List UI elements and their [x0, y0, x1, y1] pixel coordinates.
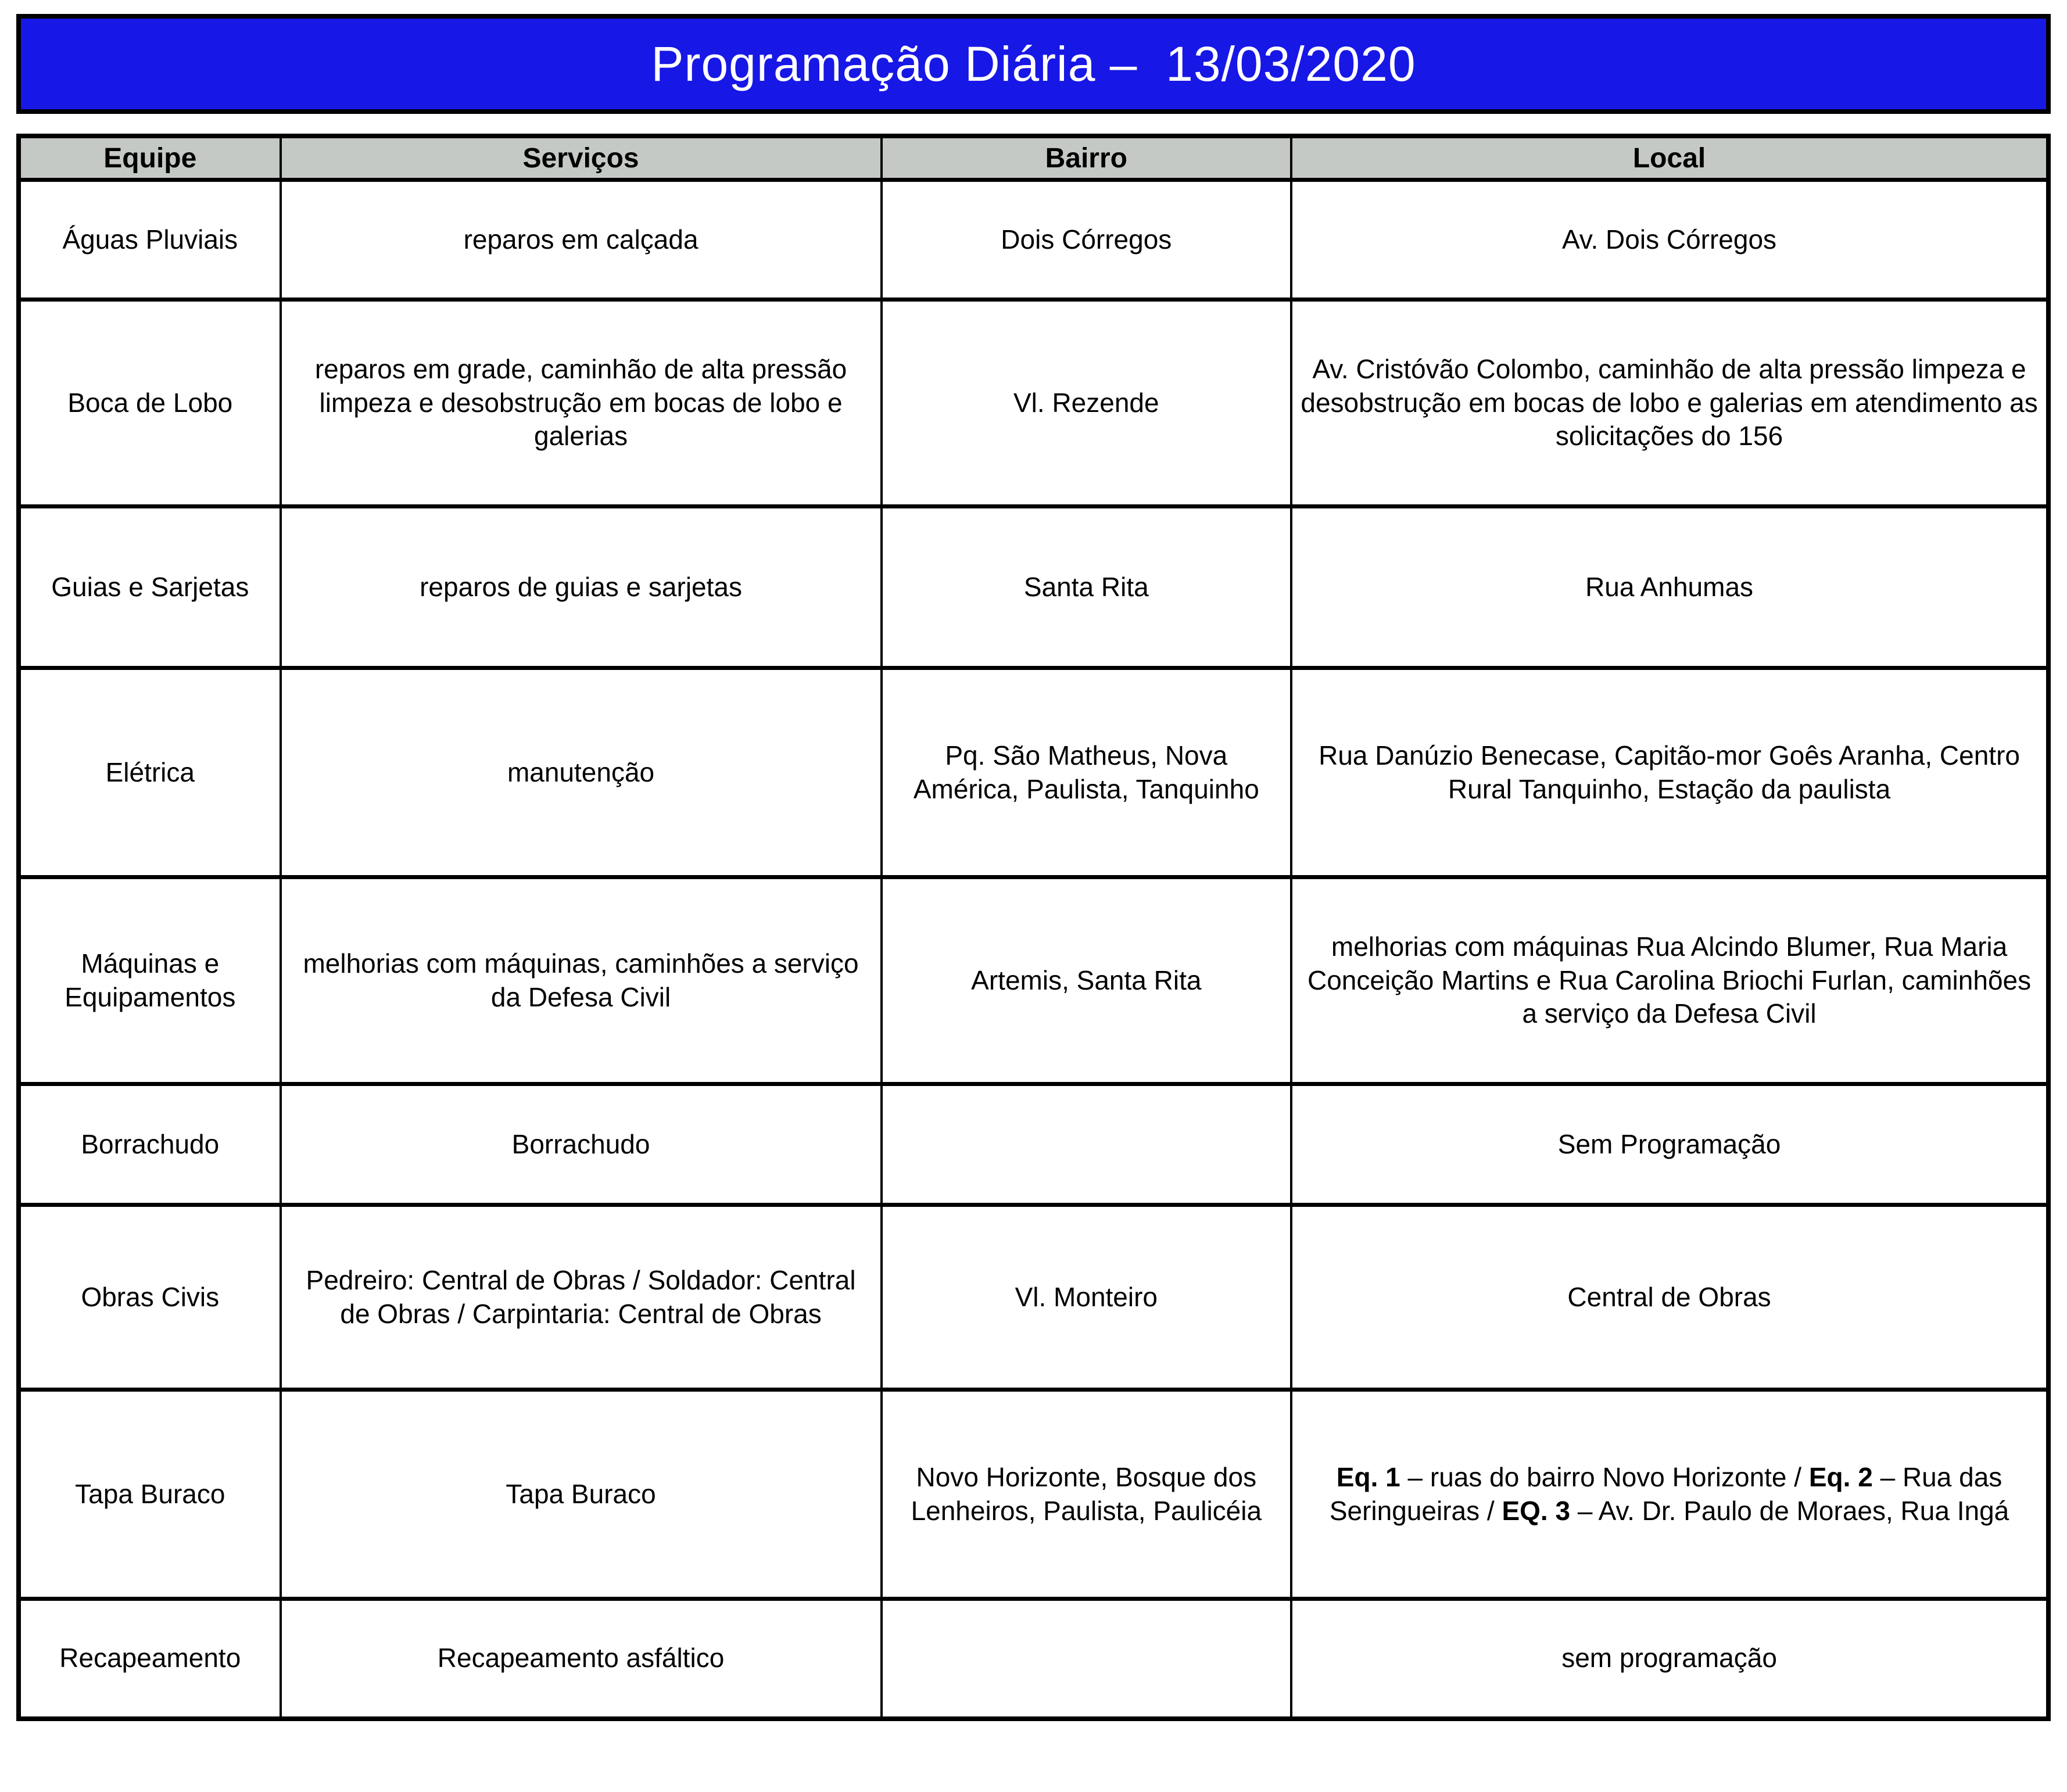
cell-bairro: Pq. São Matheus, Nova América, Paulista, Tanquinho — [882, 668, 1292, 877]
cell-servicos: Pedreiro: Central de Obras / Soldador: Central de Obras / Carpintaria: Central de Obras — [281, 1205, 882, 1390]
cell-equipe: Boca de Lobo — [19, 300, 281, 507]
column-header-bairro: Bairro — [882, 136, 1292, 180]
cell-equipe: Borrachudo — [19, 1084, 281, 1205]
cell-servicos: reparos em calçada — [281, 180, 882, 300]
cell-servicos: reparos de guias e sarjetas — [281, 507, 882, 668]
cell-servicos: Recapeamento asfáltico — [281, 1599, 882, 1719]
cell-local: Sem Programação — [1291, 1084, 2048, 1205]
cell-equipe: Tapa Buraco — [19, 1390, 281, 1599]
cell-equipe: Recapeamento — [19, 1599, 281, 1719]
cell-local: Eq. 1 – ruas do bairro Novo Horizonte / Eq. 2 – Rua das Seringueiras / EQ. 3 – Av. Dr. Paulo de Moraes, Rua Ingá — [1291, 1390, 2048, 1599]
header-row — [19, 136, 2048, 180]
table-row — [19, 1084, 2048, 1205]
cell-equipe: Elétrica — [19, 668, 281, 877]
cell-bairro: Novo Horizonte, Bosque dos Lenheiros, Paulista, Paulicéia — [882, 1390, 1292, 1599]
table-row — [19, 877, 2048, 1084]
cell-servicos: Borrachudo — [281, 1084, 882, 1205]
table-row — [19, 300, 2048, 507]
table-row — [19, 507, 2048, 668]
table-row — [19, 1205, 2048, 1390]
table-row — [19, 180, 2048, 300]
cell-bairro — [882, 1084, 1292, 1205]
cell-bairro: Artemis, Santa Rita — [882, 877, 1292, 1084]
column-header-servicos: Serviços — [281, 136, 882, 180]
cell-equipe: Máquinas e Equipamentos — [19, 877, 281, 1084]
cell-bairro: Dois Córregos — [882, 180, 1292, 300]
cell-local: melhorias com máquinas Rua Alcindo Blumer, Rua Maria Conceição Martins e Rua Carolina Briochi Furlan, caminhões a serviço da Defesa Civil — [1291, 877, 2048, 1084]
cell-local: Av. Dois Córregos — [1291, 180, 2048, 300]
cell-local: Rua Anhumas — [1291, 507, 2048, 668]
cell-equipe: Guias e Sarjetas — [19, 507, 281, 668]
cell-local: sem programação — [1291, 1599, 2048, 1719]
column-header-equipe: Equipe — [19, 136, 281, 180]
cell-bairro: Vl. Monteiro — [882, 1205, 1292, 1390]
table-row — [19, 1599, 2048, 1719]
cell-bairro — [882, 1599, 1292, 1719]
table-row — [19, 668, 2048, 877]
cell-bairro: Vl. Rezende — [882, 300, 1292, 507]
cell-local: Av. Cristóvão Colombo, caminhão de alta pressão limpeza e desobstrução em bocas de lobo e galerias em atendimento as solicitações do 156 — [1291, 300, 2048, 507]
cell-local: Rua Danúzio Benecase, Capitão-mor Goês Aranha, Centro Rural Tanquinho, Estação da paulista — [1291, 668, 2048, 877]
cell-local: Central de Obras — [1291, 1205, 2048, 1390]
title-bar — [16, 14, 2051, 114]
cell-servicos: reparos em grade, caminhão de alta pressão limpeza e desobstrução em bocas de lobo e galerias — [281, 300, 882, 507]
cell-equipe: Obras Civis — [19, 1205, 281, 1390]
table-row — [19, 1390, 2048, 1599]
cell-bairro: Santa Rita — [882, 507, 1292, 668]
schedule-table — [16, 134, 2051, 1721]
cell-servicos: Tapa Buraco — [281, 1390, 882, 1599]
cell-servicos: manutenção — [281, 668, 882, 877]
column-header-local: Local — [1291, 136, 2048, 180]
cell-equipe: Águas Pluviais — [19, 180, 281, 300]
page-title: Programação Diária – 13/03/2020 — [651, 36, 1416, 91]
cell-servicos: melhorias com máquinas, caminhões a serviço da Defesa Civil — [281, 877, 882, 1084]
